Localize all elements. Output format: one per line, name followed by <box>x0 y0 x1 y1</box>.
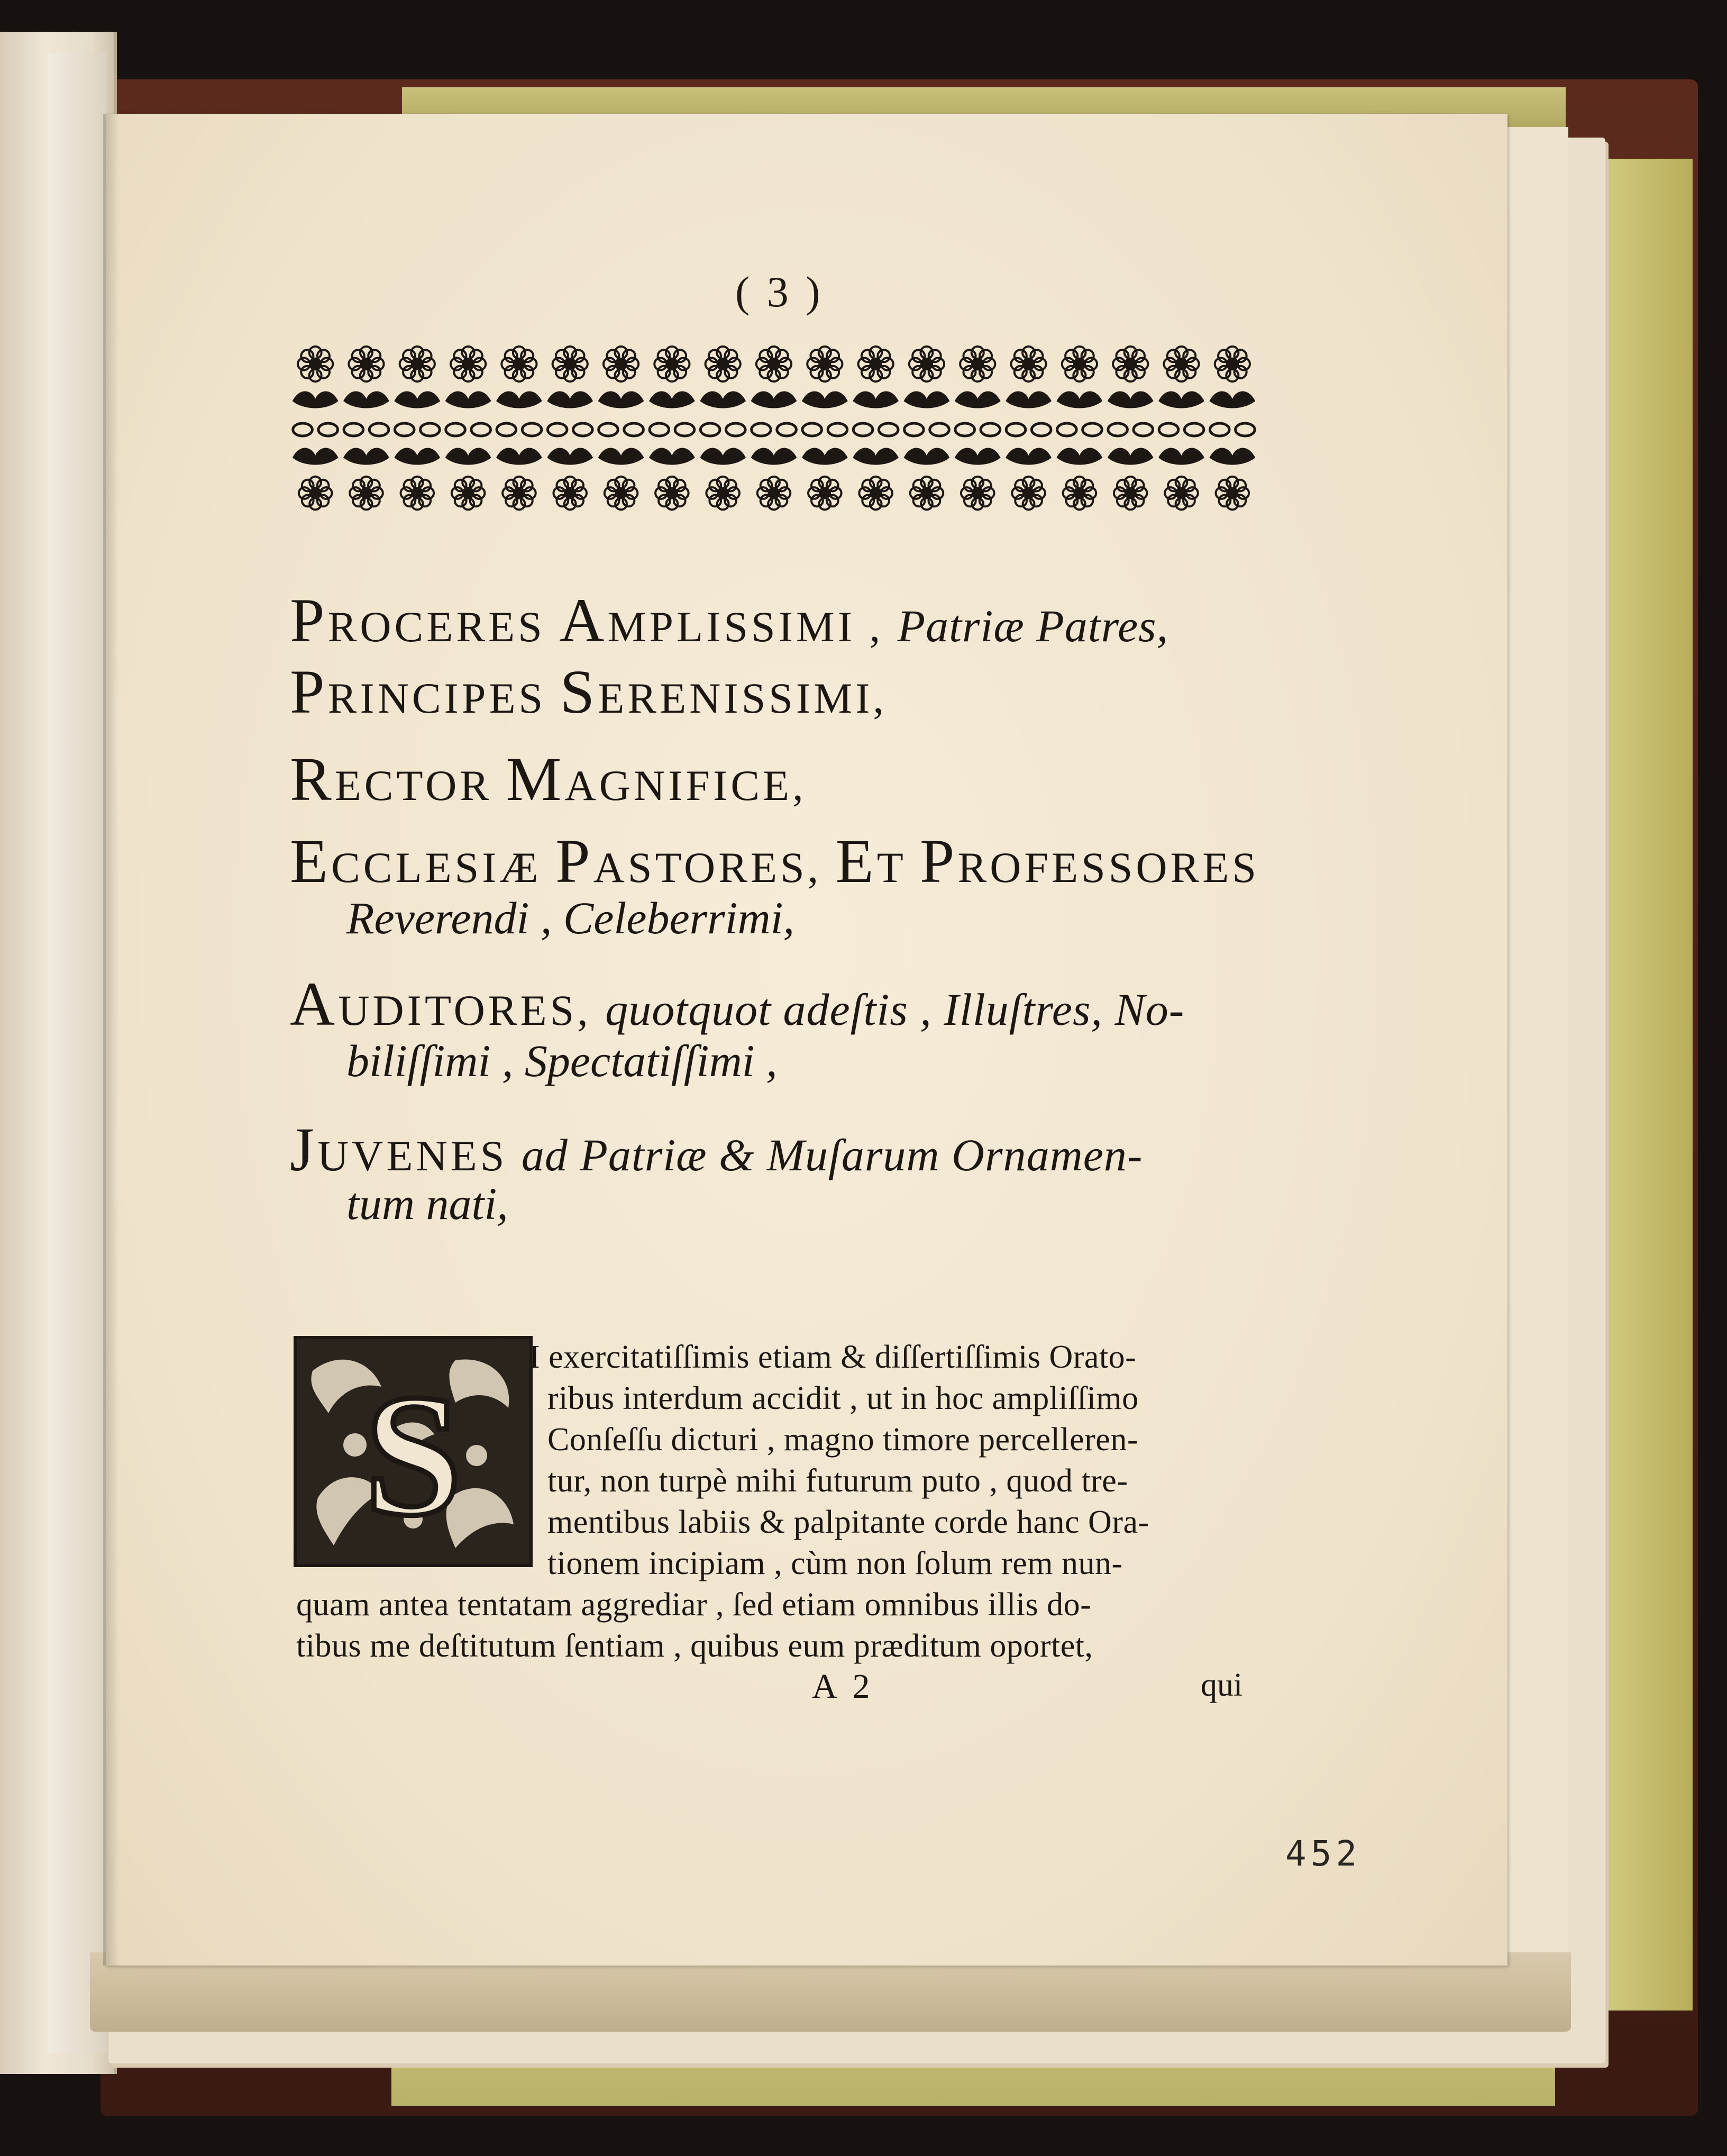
ornament-flower <box>655 477 689 510</box>
signature-mark: A 2 <box>812 1667 874 1706</box>
ornament-flower <box>807 347 842 381</box>
body-line: I exercitatiſſimis etiam & diſſertiſſimis Orato- <box>529 1339 1137 1375</box>
ornament-flower <box>654 347 689 381</box>
ornament-leaf <box>1108 391 1154 408</box>
ornament-flower <box>451 347 486 381</box>
ornament-leaf <box>1158 448 1204 465</box>
ornament-flower <box>349 347 383 381</box>
ornament-flower <box>808 477 842 510</box>
ornament-leaf <box>496 391 542 408</box>
address-ecclesiae: ECCLESIÆ PASTORES, ET PROFESSORES <box>290 826 1259 896</box>
ornament-leaf <box>1057 448 1103 465</box>
ornament-flower <box>401 477 434 510</box>
ornament-leaf <box>445 448 491 465</box>
facing-leaf-edge <box>48 53 106 2053</box>
ornament-flower <box>859 477 892 510</box>
ornament-leaf <box>1108 448 1154 465</box>
ornament-leaf <box>598 391 644 408</box>
ornament-leaf <box>547 391 593 408</box>
ornament-leaf <box>547 448 593 465</box>
ornament-flower <box>1164 347 1199 381</box>
body-line: ribus interdum accidit , ut in hoc ampliſſimo <box>547 1380 1139 1416</box>
ornament-leaf <box>649 391 695 408</box>
body-line: Conſeſſu dicturi , magno timore percelleren- <box>547 1422 1138 1458</box>
ornament-flower <box>1012 477 1045 510</box>
ornament-leaf <box>1158 391 1204 408</box>
body-line: tur, non turpè mihi futurum puto , quod tre- <box>547 1463 1128 1499</box>
ornament-flower <box>960 347 995 381</box>
catchword: qui <box>1201 1667 1243 1703</box>
ornament-flower <box>757 477 791 510</box>
ornament-flower <box>1114 477 1147 510</box>
address-juvenes: JUVENES ad Patriæ & Muſarum Ornamen- <box>290 1115 1143 1184</box>
ornament-leaf <box>853 391 899 408</box>
ornament-leaf <box>802 391 848 408</box>
ornament-flower <box>961 477 994 510</box>
ornament-leaf <box>1006 391 1052 408</box>
ornament-leaf <box>1057 391 1103 408</box>
ornament-leaf <box>1006 448 1052 465</box>
ornament-flower <box>1165 477 1198 510</box>
ornament-leaf <box>955 391 1001 408</box>
ornament-leaf <box>293 448 339 465</box>
ornament-flower <box>400 347 435 381</box>
ornament-flower <box>553 347 588 381</box>
body-line: tibus me deſtitutum ſentiam , quibus eum præditum oportet, <box>296 1628 1093 1664</box>
ornament-leaf <box>1210 391 1256 408</box>
ornament-flower <box>299 477 332 510</box>
address-ecclesiae-sub: Reverendi , Celeberrimi, <box>346 893 794 943</box>
ornament-leaf <box>700 448 746 465</box>
ornament-flower <box>1011 347 1046 381</box>
ornament-leaf <box>751 448 797 465</box>
ornament-flower <box>756 347 791 381</box>
decorated-initial <box>294 1336 533 1567</box>
shelfmark-number: 452 <box>1285 1833 1362 1874</box>
ornament-leaf <box>496 448 542 465</box>
ornament-flower <box>501 347 536 381</box>
ornament-flower <box>350 477 383 510</box>
ornament-flower <box>553 477 587 510</box>
ornament-flower <box>858 347 893 381</box>
ornament-flower <box>605 477 638 510</box>
ornament-flower <box>1063 477 1096 510</box>
body-line: quam antea tentatam aggrediar , ſed etiam omnibus illis do- <box>296 1587 1092 1623</box>
ornament-leaf <box>394 448 440 465</box>
ornament-leaf <box>445 391 491 408</box>
initial-letter: S <box>364 1359 462 1552</box>
ornament-leaf <box>1210 448 1256 465</box>
address-auditores-sub: biliſſimi , Spectatiſſimi , <box>346 1035 778 1086</box>
address-principes: PRINCIPES SERENISSIMI, <box>290 657 887 726</box>
ornament-leaf <box>343 391 389 408</box>
decorated-initial-art <box>297 1339 529 1564</box>
ornament-flower <box>1216 477 1249 510</box>
body-line: tionem incipiam , cùm non ſolum rem nun- <box>547 1545 1123 1581</box>
ornament-flower <box>452 477 485 510</box>
gutter-shadow <box>103 114 119 1966</box>
ornament-flower <box>1062 347 1097 381</box>
address-juvenes-sub: tum nati, <box>346 1178 508 1229</box>
ornament-leaf <box>293 391 339 408</box>
ornament-leaf <box>394 391 440 408</box>
ornament-flower <box>604 347 638 381</box>
ornament-leaf <box>904 391 950 408</box>
ornament-flower <box>298 347 333 381</box>
ornament-leaf <box>343 448 389 465</box>
ornament-flower <box>706 477 739 510</box>
ornament-leaf <box>904 448 950 465</box>
body-line: mentibus labiis & palpitante corde hanc Ora- <box>547 1504 1149 1540</box>
ornament-chain <box>293 423 1255 436</box>
ornament-leaf <box>802 448 848 465</box>
ornament-flower <box>706 347 741 381</box>
ornament-flower <box>502 477 536 510</box>
address-proceres: PROCERES AMPLISSIMI , Patriæ Patres, <box>290 586 1169 655</box>
ornament-band <box>290 339 1258 521</box>
address-rector: RECTOR MAGNIFICE, <box>290 744 807 814</box>
address-auditores: AUDITORES, quotquot adeſtis , Illuſtres, No- <box>290 969 1185 1039</box>
ornament-leaf <box>649 448 695 465</box>
ornament-leaf <box>751 391 797 408</box>
ornament-leaf <box>955 448 1001 465</box>
ornament-flower <box>1113 347 1148 381</box>
ornament-leaf <box>700 391 746 408</box>
ornament-flower <box>909 347 944 381</box>
ornament-flower <box>1215 347 1250 381</box>
ornament-leaf <box>598 448 644 465</box>
ornament-flower <box>910 477 944 510</box>
page-number: ( 3 ) <box>735 268 824 316</box>
ornament-leaf <box>853 448 899 465</box>
